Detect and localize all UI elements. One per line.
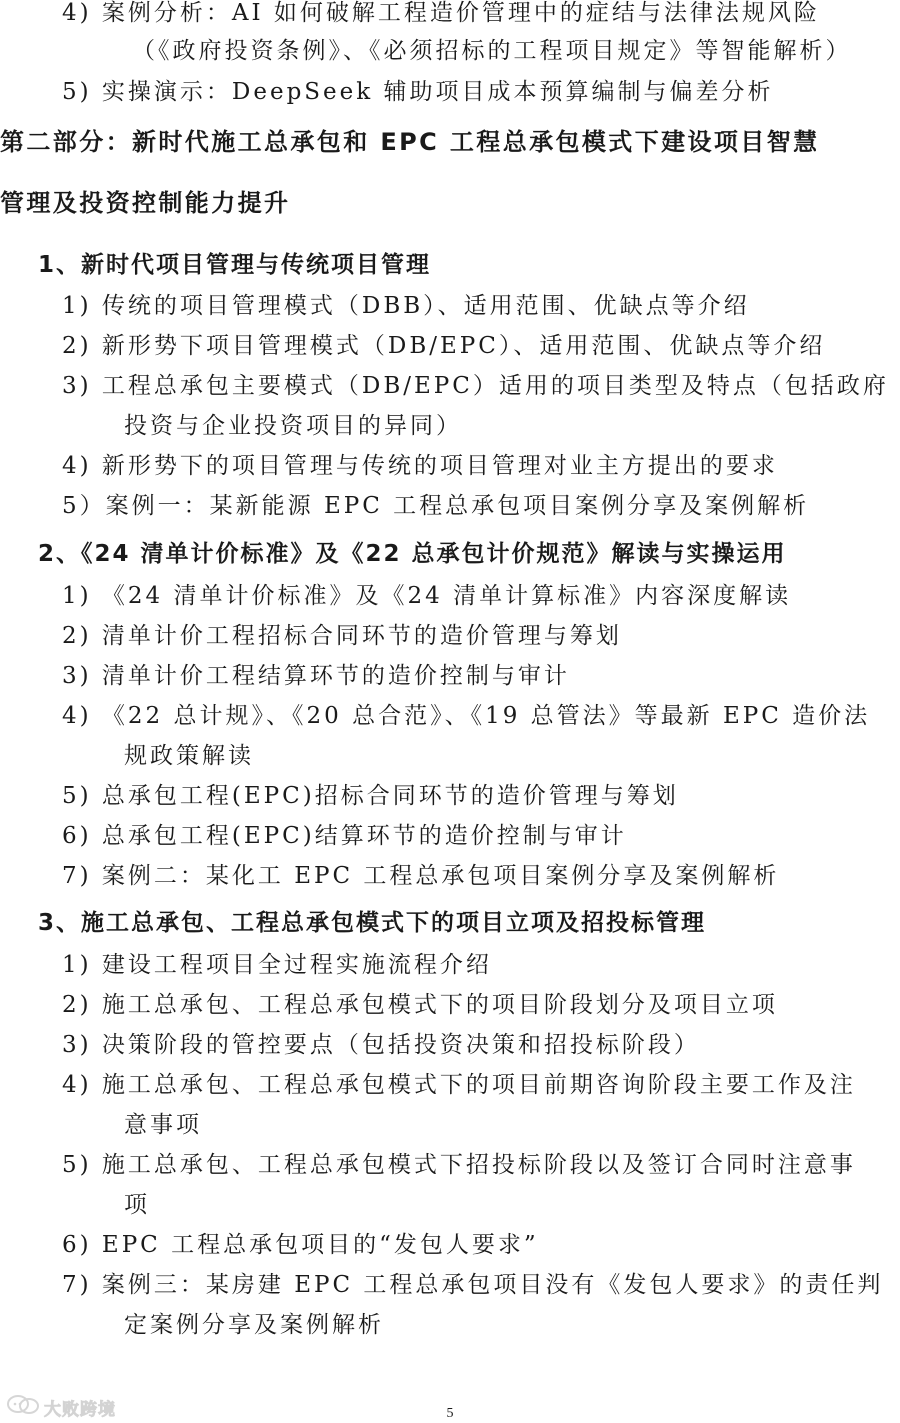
list-item: 2) 清单计价工程招标合同环节的造价管理与筹划: [62, 623, 622, 649]
list-item: 6) EPC 工程总承包项目的“发包人要求”: [62, 1232, 539, 1258]
list-item: 2) 施工总承包、工程总承包模式下的项目阶段划分及项目立项: [62, 992, 778, 1018]
list-item-continuation: 投资与企业投资项目的异同）: [124, 413, 462, 439]
list-item-continuation: 规政策解读: [124, 743, 254, 769]
list-item: 5) 实操演示：DeepSeek 辅助项目成本预算编制与偏差分析: [62, 79, 774, 105]
list-item-continuation: 定案例分享及案例解析: [124, 1312, 384, 1338]
list-item: 7) 案例三：某房建 EPC 工程总承包项目没有《发包人要求》的责任判: [62, 1272, 884, 1298]
list-item: 5）案例一：某新能源 EPC 工程总承包项目案例分享及案例解析: [62, 493, 810, 519]
list-item: 4) 案例分析：AI 如何破解工程造价管理中的症结与法律法规风险: [62, 0, 820, 26]
list-item-continuation: （《政府投资条例》、《必须招标的工程项目规定》等智能解析）: [132, 38, 852, 64]
list-item: 1) 建设工程项目全过程实施流程介绍: [62, 952, 492, 978]
list-item: 3) 工程总承包主要模式（DB/EPC）适用的项目类型及特点（包括政府: [62, 373, 889, 399]
list-item: 5) 施工总承包、工程总承包模式下招投标阶段以及签订合同时注意事: [62, 1152, 856, 1178]
list-item: 1) 传统的项目管理模式（DBB）、适用范围、优缺点等介绍: [62, 293, 750, 319]
list-item: 7) 案例二：某化工 EPC 工程总承包项目案例分享及案例解析: [62, 863, 780, 889]
part-heading: 第二部分：新时代施工总承包和 EPC 工程总承包模式下建设项目智慧: [0, 128, 820, 156]
list-item: 3) 决策阶段的管控要点（包括投资决策和招投标阶段）: [62, 1032, 700, 1058]
list-item-continuation: 意事项: [124, 1112, 202, 1138]
list-item: 4) 施工总承包、工程总承包模式下的项目前期咨询阶段主要工作及注: [62, 1072, 856, 1098]
section-heading: 3、施工总承包、工程总承包模式下的项目立项及招投标管理: [38, 910, 707, 936]
list-item: 3) 清单计价工程结算环节的造价控制与审计: [62, 663, 570, 689]
list-item-continuation: 项: [124, 1192, 150, 1218]
list-item: 5) 总承包工程(EPC)招标合同环节的造价管理与筹划: [62, 783, 679, 809]
section-heading: 1、新时代项目管理与传统项目管理: [38, 252, 432, 278]
list-item: 4) 《22 总计规》、《20 总合范》、《19 总管法》等最新 EPC 造价法: [62, 703, 871, 729]
page-number: 5: [446, 1406, 454, 1421]
watermark-text: 大败跨境: [44, 1399, 116, 1420]
part-heading-continuation: 管理及投资控制能力提升: [0, 189, 291, 217]
section-heading: 2、《24 清单计价标准》及《22 总承包计价规范》解读与实操运用: [38, 541, 787, 567]
list-item: 4) 新形势下的项目管理与传统的项目管理对业主方提出的要求: [62, 453, 778, 479]
list-item: 6) 总承包工程(EPC)结算环节的造价控制与审计: [62, 823, 627, 849]
list-item: 2) 新形势下项目管理模式（DB/EPC）、适用范围、优缺点等介绍: [62, 333, 826, 359]
list-item: 1) 《24 清单计价标准》及《24 清单计算标准》内容深度解读: [62, 583, 792, 609]
